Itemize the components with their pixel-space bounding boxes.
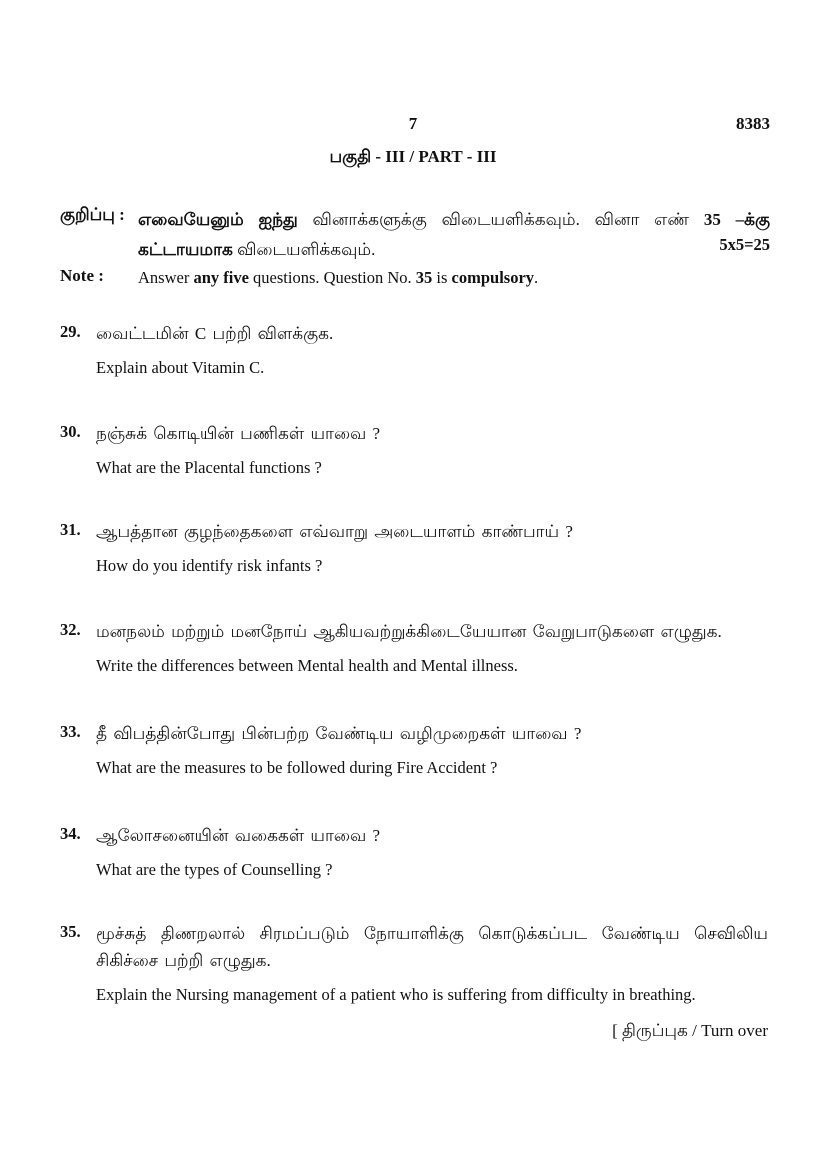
question-number: 29. (60, 322, 81, 341)
question-number: 32. (60, 620, 81, 639)
question-english-text: What are the types of Counselling ? (96, 860, 333, 879)
question-31 (60, 518, 768, 578)
question-english-text: Explain about Vitamin C. (96, 358, 265, 377)
note-english-label: Note : (60, 266, 104, 285)
page-header (56, 114, 770, 138)
question-tamil-text: மூச்சுத் திணறலால் சிரமப்படும் நோயாளிக்கு கொடுக்கப்பட வேண்டிய செவிலிய சிகிச்சை பற்றி எழுதுக. (96, 924, 768, 970)
question-tamil-text: மனநலம் மற்றும் மனநோய் ஆகியவற்றுக்கிடையேயான வேறுபாடுகளை எழுதுக. (96, 622, 722, 641)
turn-over-note: [ திருப்புக / Turn over (612, 1021, 768, 1040)
note-english-text: Answer any five questions. Question No. 35 is compulsory. (138, 268, 539, 287)
question-tamil-text: நஞ்சுக் கொடியின் பணிகள் யாவை ? (96, 424, 381, 443)
question-english-text: How do you identify risk infants ? (96, 556, 323, 575)
question-35 (60, 920, 768, 1007)
question-english-text: What are the measures to be followed during Fire Accident ? (96, 758, 498, 777)
question-tamil-text: ஆபத்தான குழந்தைகளை எவ்வாறு அடையாளம் காண்பாய் ? (96, 522, 573, 541)
marks-scheme: 5x5=25 (719, 235, 770, 254)
question-number: 30. (60, 422, 81, 441)
paper-code: 8383 (736, 114, 770, 133)
question-29 (60, 320, 768, 380)
question-30 (60, 420, 768, 480)
question-tamil-text: ஆலோசனையின் வகைகள் யாவை ? (96, 826, 381, 845)
question-number: 34. (60, 824, 81, 843)
question-tamil-text: வைட்டமின் C பற்றி விளக்குக. (96, 324, 334, 343)
question-34 (60, 822, 768, 882)
question-tamil-text: தீ விபத்தின்போது பின்பற்ற வேண்டிய வழிமுறைகள் யாவை ? (96, 724, 582, 743)
question-english-text: Explain the Nursing management of a patient who is suffering from difficulty in breathing. (96, 985, 696, 1004)
question-33 (60, 720, 768, 780)
note-english-block (60, 266, 770, 290)
question-english-text: What are the Placental functions ? (96, 458, 322, 477)
question-number: 35. (60, 922, 81, 941)
page-number: 7 (408, 114, 418, 133)
question-number: 31. (60, 520, 81, 539)
note-tamil-block (60, 205, 770, 265)
question-32 (60, 618, 768, 678)
note-tamil-label: குறிப்பு : (60, 205, 125, 224)
note-tamil-text: எவையேனும் ஐந்து வினாக்களுக்கு விடையளிக்கவும். வினா எண் 35 –க்கு கட்டாயமாக விடையளிக்கவும். (138, 210, 770, 259)
question-english-text: Write the differences between Mental health and Mental illness. (96, 656, 518, 675)
part-title: பகுதி - III / PART - III (329, 147, 497, 166)
question-number: 33. (60, 722, 81, 741)
